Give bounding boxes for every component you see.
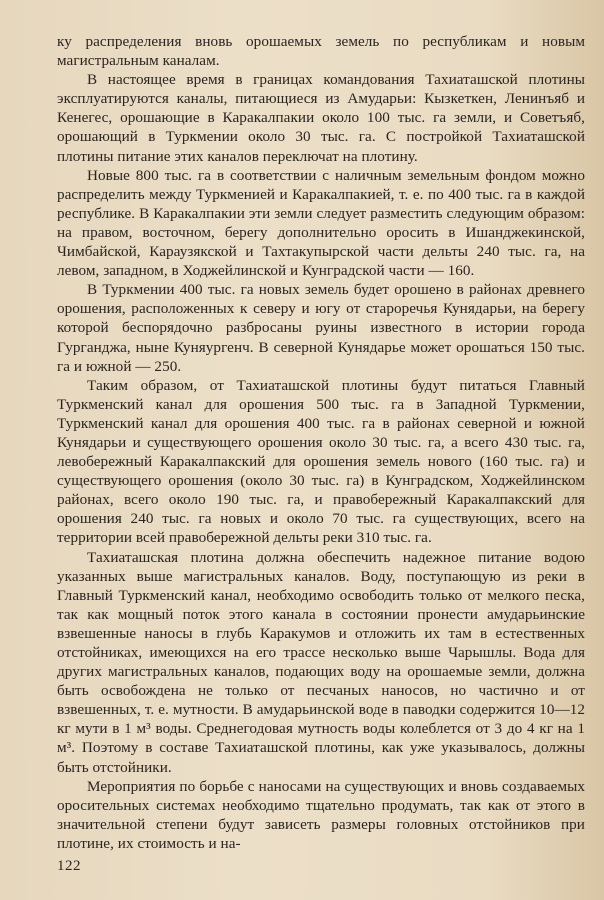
- page-number: 122: [57, 858, 81, 874]
- page-body: [57, 32, 585, 882]
- paragraph: В Туркмении 400 тыс. га новых земель будет орошено в районах древнего орошения, расположенных к северу и югу от староречья Кунядарьи, на берегу которой беспорядочно разбросаны руины известного в истории города Гурганджа, ныне Куняургенч. В северной Кунядарье может орошаться 150 тыс. га и южной — 250.: [57, 281, 585, 375]
- paragraph: Новые 800 тыс. га в соответствии с наличным земельным фондом можно распределить между Туркменией и Каракалпакией, т. е. по 400 тыс. га в каждой республике. В Каракалпакии эти земли следует разместить следующим образом: на правом, восточном, берегу дополнительно оросить в Ишанджекинской, Чимбайской, Караузякской и Тахтакупырской части дельты 240 тыс. га, на левом, западном, в Ходжейлинской и Кунградской части — 160.: [57, 166, 585, 280]
- paragraph: В настоящее время в границах командования Тахиаташской плотины эксплуатируются каналы, питающиеся из Амударьи: Кызкеткен, Ленинъяб и Кенегес, орошающие в Каракалпакии около 100 тыс. га земли, и Советъяб, орошающий в Туркмении около 30 тыс. га. С постройкой Тахиаташской плотины питание этих каналов переключат на плотину.: [57, 71, 585, 165]
- paragraph-continued: ку распределения вновь орошаемых земель по республикам и новым магистральным каналам.: [57, 33, 585, 70]
- paragraph: Таким образом, от Тахиаташской плотины будут питаться Главный Туркменский канал для орошения 500 тыс. га в Западной Туркмении, Туркменский канал для орошения 400 тыс. га в районах северной и южной Кунядарьи и существующего орошения около 30 тыс. га, а всего 430 тыс. га, левобережный Каракалпакский для орошения земель нового (160 тыс. га) и существующего орошения (около 30 тыс. га) в Кунградском, Ходжейлинском районах, всего около 190 тыс. га, и правобережный Каракалпакский для орошения 240 тыс. га новых и около 70 тыс. га существующих, всего на территории всей правобережной дельты реки 310 тыс. га.: [57, 376, 585, 547]
- body-text: [57, 32, 585, 853]
- paragraph: Мероприятия по борьбе с наносами на существующих и вновь создаваемых оросительных системах необходимо тщательно продумать, так как от этого в значительной степени будут зависеть размеры головных отстойников при плотине, их стоимость и на-: [57, 777, 585, 852]
- paragraph: Тахиаташская плотина должна обеспечить надежное питание водою указанных выше магистральных каналов. Воду, поступающую из реки в Главный Туркменский канал, необходимо освободить только от мелкого песка, так как мощный поток этого канала в состоянии пронести амударьинские взвешенные наносы в глубь Каракумов и отложить их там в естественных отстойниках, имеющихся на его трассе несколько выше Чарышлы. Вода для других магистральных каналов, подающих воду на орошаемые земли, должна быть освобождена не только от песчаных наносов, но частично и от взвешенных, т. е. мутности. В амударьинской воде в паводки содержится 10—12 кг мути в 1 м³ воды. Среднегодовая мутность воды колеблется от 3 до 4 кг на 1 м³. Поэтому в составе Тахиаташской плотины, как уже указывалось, должны быть отстойники.: [57, 548, 585, 776]
